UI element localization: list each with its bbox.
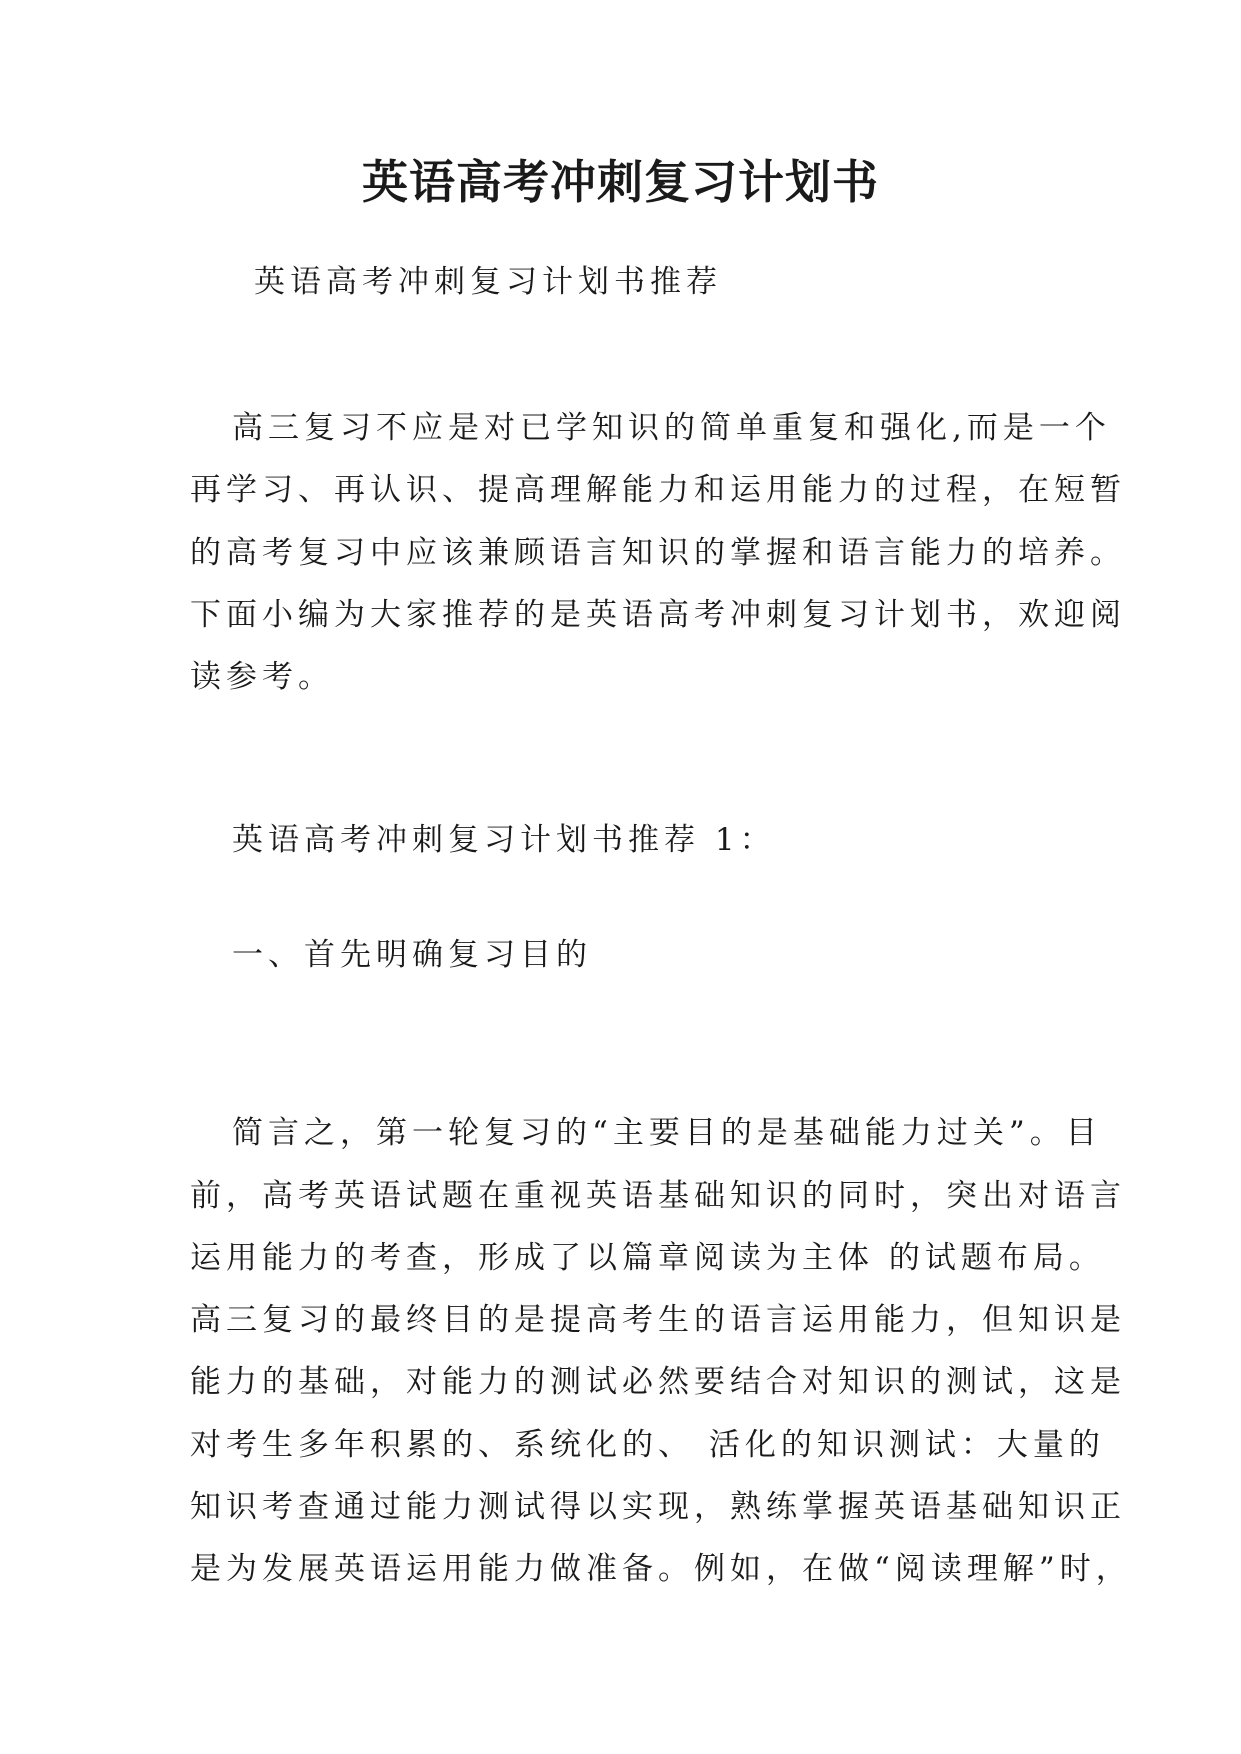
- intro-line: 再学习、再认识、提高理解能力和运用能力的过程，在短暂: [190, 472, 1126, 508]
- body-line: 前，高考英语试题在重视英语基础知识的同时，突出对语言: [190, 1178, 1126, 1214]
- section-heading: 英语高考冲刺复习计划书推荐 1：: [232, 822, 776, 858]
- intro-line: 高三复习不应是对已学知识的简单重复和强化,而是一个: [232, 410, 1111, 446]
- document-title: 英语高考冲刺复习计划书: [362, 155, 879, 209]
- body-line: 运用能力的考查，形成了以篇章阅读为主体 的试题布局。: [190, 1240, 1105, 1276]
- sub-heading: 一、首先明确复习目的: [232, 937, 592, 973]
- body-line: 对考生多年积累的、系统化的、 活化的知识测试：大量的: [190, 1427, 1105, 1463]
- body-line: 简言之，第一轮复习的“主要目的是基础能力过关”。目: [232, 1115, 1102, 1151]
- document-subtitle: 英语高考冲刺复习计划书推荐: [254, 264, 722, 300]
- body-line: 高三复习的最终目的是提高考生的语言运用能力，但知识是: [190, 1302, 1126, 1338]
- intro-line: 读参考。: [190, 659, 334, 695]
- body-line: 能力的基础，对能力的测试必然要结合对知识的测试，这是: [190, 1364, 1126, 1400]
- intro-line: 下面小编为大家推荐的是英语高考冲刺复习计划书，欢迎阅: [190, 597, 1126, 633]
- body-line: 知识考查通过能力测试得以实现，熟练掌握英语基础知识正: [190, 1489, 1126, 1525]
- body-line: 是为发展英语运用能力做准备。例如，在做“阅读理解”时，: [190, 1551, 1132, 1587]
- intro-line: 的高考复习中应该兼顾语言知识的掌握和语言能力的培养。: [190, 535, 1126, 571]
